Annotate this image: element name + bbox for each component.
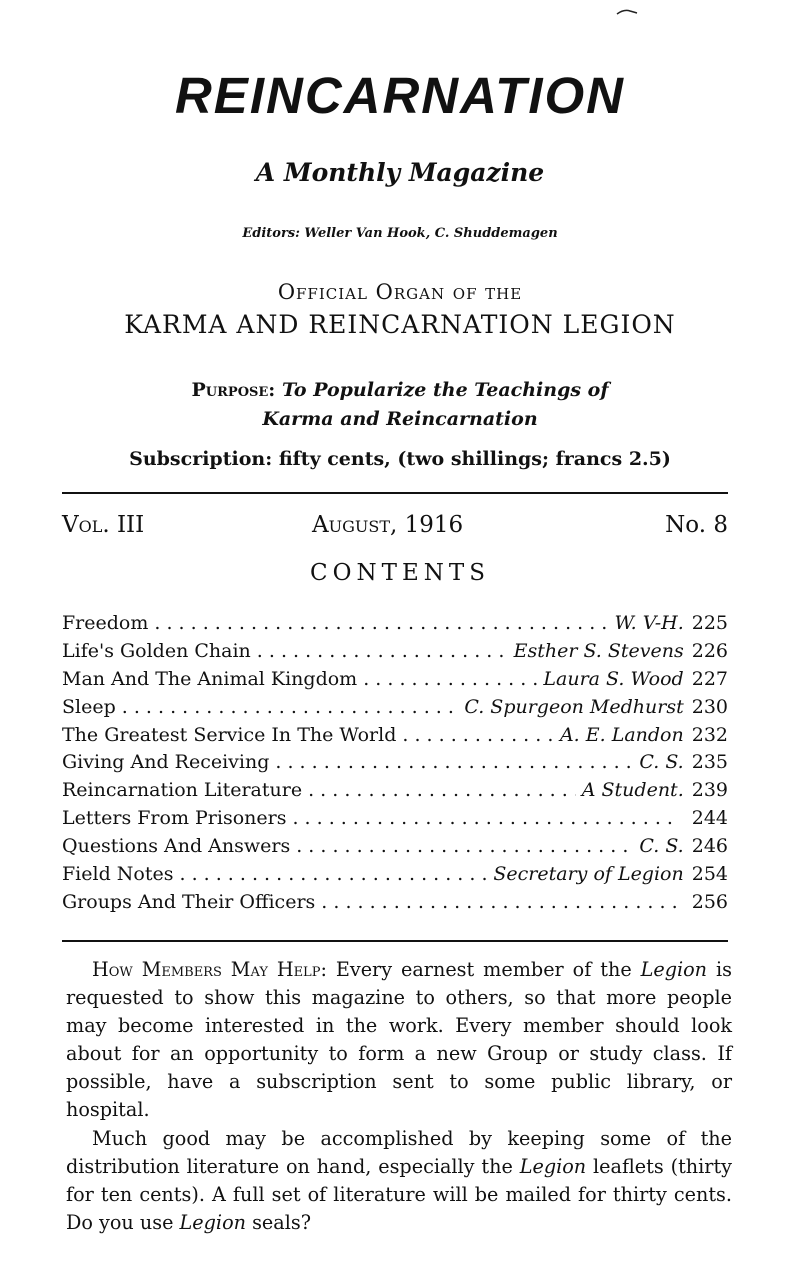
toc-title: Sleep <box>62 695 116 718</box>
toc-leader-dots <box>275 751 633 773</box>
help-text: leaflets (thirty for ten cents). A full set of literature will be mailed for thirty cents. Do you use <box>66 1154 732 1234</box>
toc-row[interactable] <box>62 696 728 724</box>
table-of-contents <box>62 612 728 919</box>
toc-page: 227 <box>691 667 728 690</box>
toc-page: 232 <box>691 723 728 746</box>
help-paragraph-2 <box>66 1125 732 1237</box>
toc-row[interactable] <box>62 779 728 807</box>
toc-row[interactable] <box>62 724 728 752</box>
toc-title: Field Notes <box>62 863 174 886</box>
toc-author: C. Spurgeon Medhurst <box>464 695 684 718</box>
help-text: is requested to show this magazine to others, so that more people may become interested in the work. Every member should look about for an opportunity to form a new Group or study class. If possible, have a subscription sent to some public library, or hospital. <box>66 958 732 1122</box>
how-members-may-help <box>66 956 732 1237</box>
toc-leader-dots <box>292 807 677 829</box>
toc-page: 235 <box>691 751 728 774</box>
toc-page: 244 <box>691 807 728 830</box>
toc-page: 254 <box>691 863 728 886</box>
toc-author: Laura S. Wood <box>543 667 684 690</box>
toc-title: Letters From Prisoners <box>62 807 287 830</box>
help-text: seals? <box>245 1210 311 1234</box>
toc-author: Secretary of Legion <box>493 863 684 886</box>
toc-leader-dots <box>296 835 633 857</box>
toc-row[interactable] <box>62 612 728 640</box>
legion-word: Legion <box>640 958 708 981</box>
toc-page: 230 <box>691 695 728 718</box>
purpose-text-line1: To Popularize the Teachings of <box>281 379 609 401</box>
purpose-statement <box>0 376 800 434</box>
toc-leader-dots <box>308 779 576 801</box>
toc-title: Giving And Receiving <box>62 751 270 774</box>
help-paragraph-1 <box>66 956 732 1125</box>
toc-author: C. S. <box>639 835 684 858</box>
toc-page: 225 <box>691 612 728 634</box>
legion-word: Legion <box>519 1154 587 1178</box>
toc-row[interactable] <box>62 640 728 668</box>
toc-leader-dots <box>122 696 459 718</box>
editors-line: Editors: Weller Van Hook, C. Shuddemagen <box>242 226 558 241</box>
magazine-subtitle: A Monthly Magazine <box>255 158 545 187</box>
toc-title: Life's Golden Chain <box>62 639 251 662</box>
magazine-title: REINCARNATION <box>174 67 626 124</box>
toc-row[interactable] <box>62 807 728 835</box>
toc-row[interactable] <box>62 863 728 891</box>
toc-title: Reincarnation Literature <box>62 779 303 802</box>
divider-top <box>62 492 728 494</box>
toc-title: Questions And Answers <box>62 835 291 858</box>
subscription-line: Subscription: fifty cents, (two shillings; francs 2.5) <box>129 448 671 470</box>
toc-title: The Greatest Service In The World <box>62 723 397 746</box>
help-lead: How Members May Help: <box>92 958 327 981</box>
toc-leader-dots <box>154 612 608 634</box>
legion-word: Legion <box>179 1210 246 1234</box>
toc-leader-dots <box>257 640 508 662</box>
toc-leader-dots <box>402 724 554 746</box>
purpose-text-line2: Karma and Reincarnation <box>262 408 538 430</box>
toc-page: 239 <box>691 779 728 802</box>
purpose-label: Purpose: <box>191 379 276 401</box>
ink-mark <box>616 8 638 16</box>
toc-author: C. S. <box>639 751 684 774</box>
toc-page: 246 <box>691 835 728 858</box>
help-text: Every earnest member of the <box>326 958 641 981</box>
legion-name: KARMA AND REINCARNATION LEGION <box>124 310 676 339</box>
toc-page: 226 <box>691 639 728 662</box>
toc-author: W. V-H. <box>614 612 684 634</box>
issue-info-row <box>62 512 728 542</box>
contents-heading: CONTENTS <box>310 560 490 586</box>
official-organ-line: Official Organ of the <box>277 280 523 304</box>
toc-title: Groups And Their Officers <box>62 890 316 913</box>
toc-leader-dots <box>321 891 677 913</box>
toc-row[interactable] <box>62 751 728 779</box>
issue-number: No. 8 <box>665 512 728 538</box>
volume-label: Vol. III <box>62 512 145 538</box>
toc-row[interactable] <box>62 835 728 863</box>
toc-author: Esther S. Stevens <box>513 639 684 662</box>
toc-row[interactable] <box>62 668 728 696</box>
toc-leader-dots <box>363 668 537 690</box>
toc-title: Man And The Animal Kingdom <box>62 667 358 690</box>
toc-row[interactable] <box>62 891 728 919</box>
toc-author: A Student. <box>581 779 684 802</box>
toc-title: Freedom <box>62 612 149 634</box>
toc-page: 256 <box>691 890 728 913</box>
toc-author: A. E. Landon <box>559 723 684 746</box>
issue-date: August, 1916 <box>312 512 464 538</box>
help-text: Much good may be accomplished by keeping some of the distribution literature on hand, especially the <box>66 1126 732 1178</box>
divider-bottom <box>62 940 728 942</box>
toc-leader-dots <box>179 863 487 885</box>
